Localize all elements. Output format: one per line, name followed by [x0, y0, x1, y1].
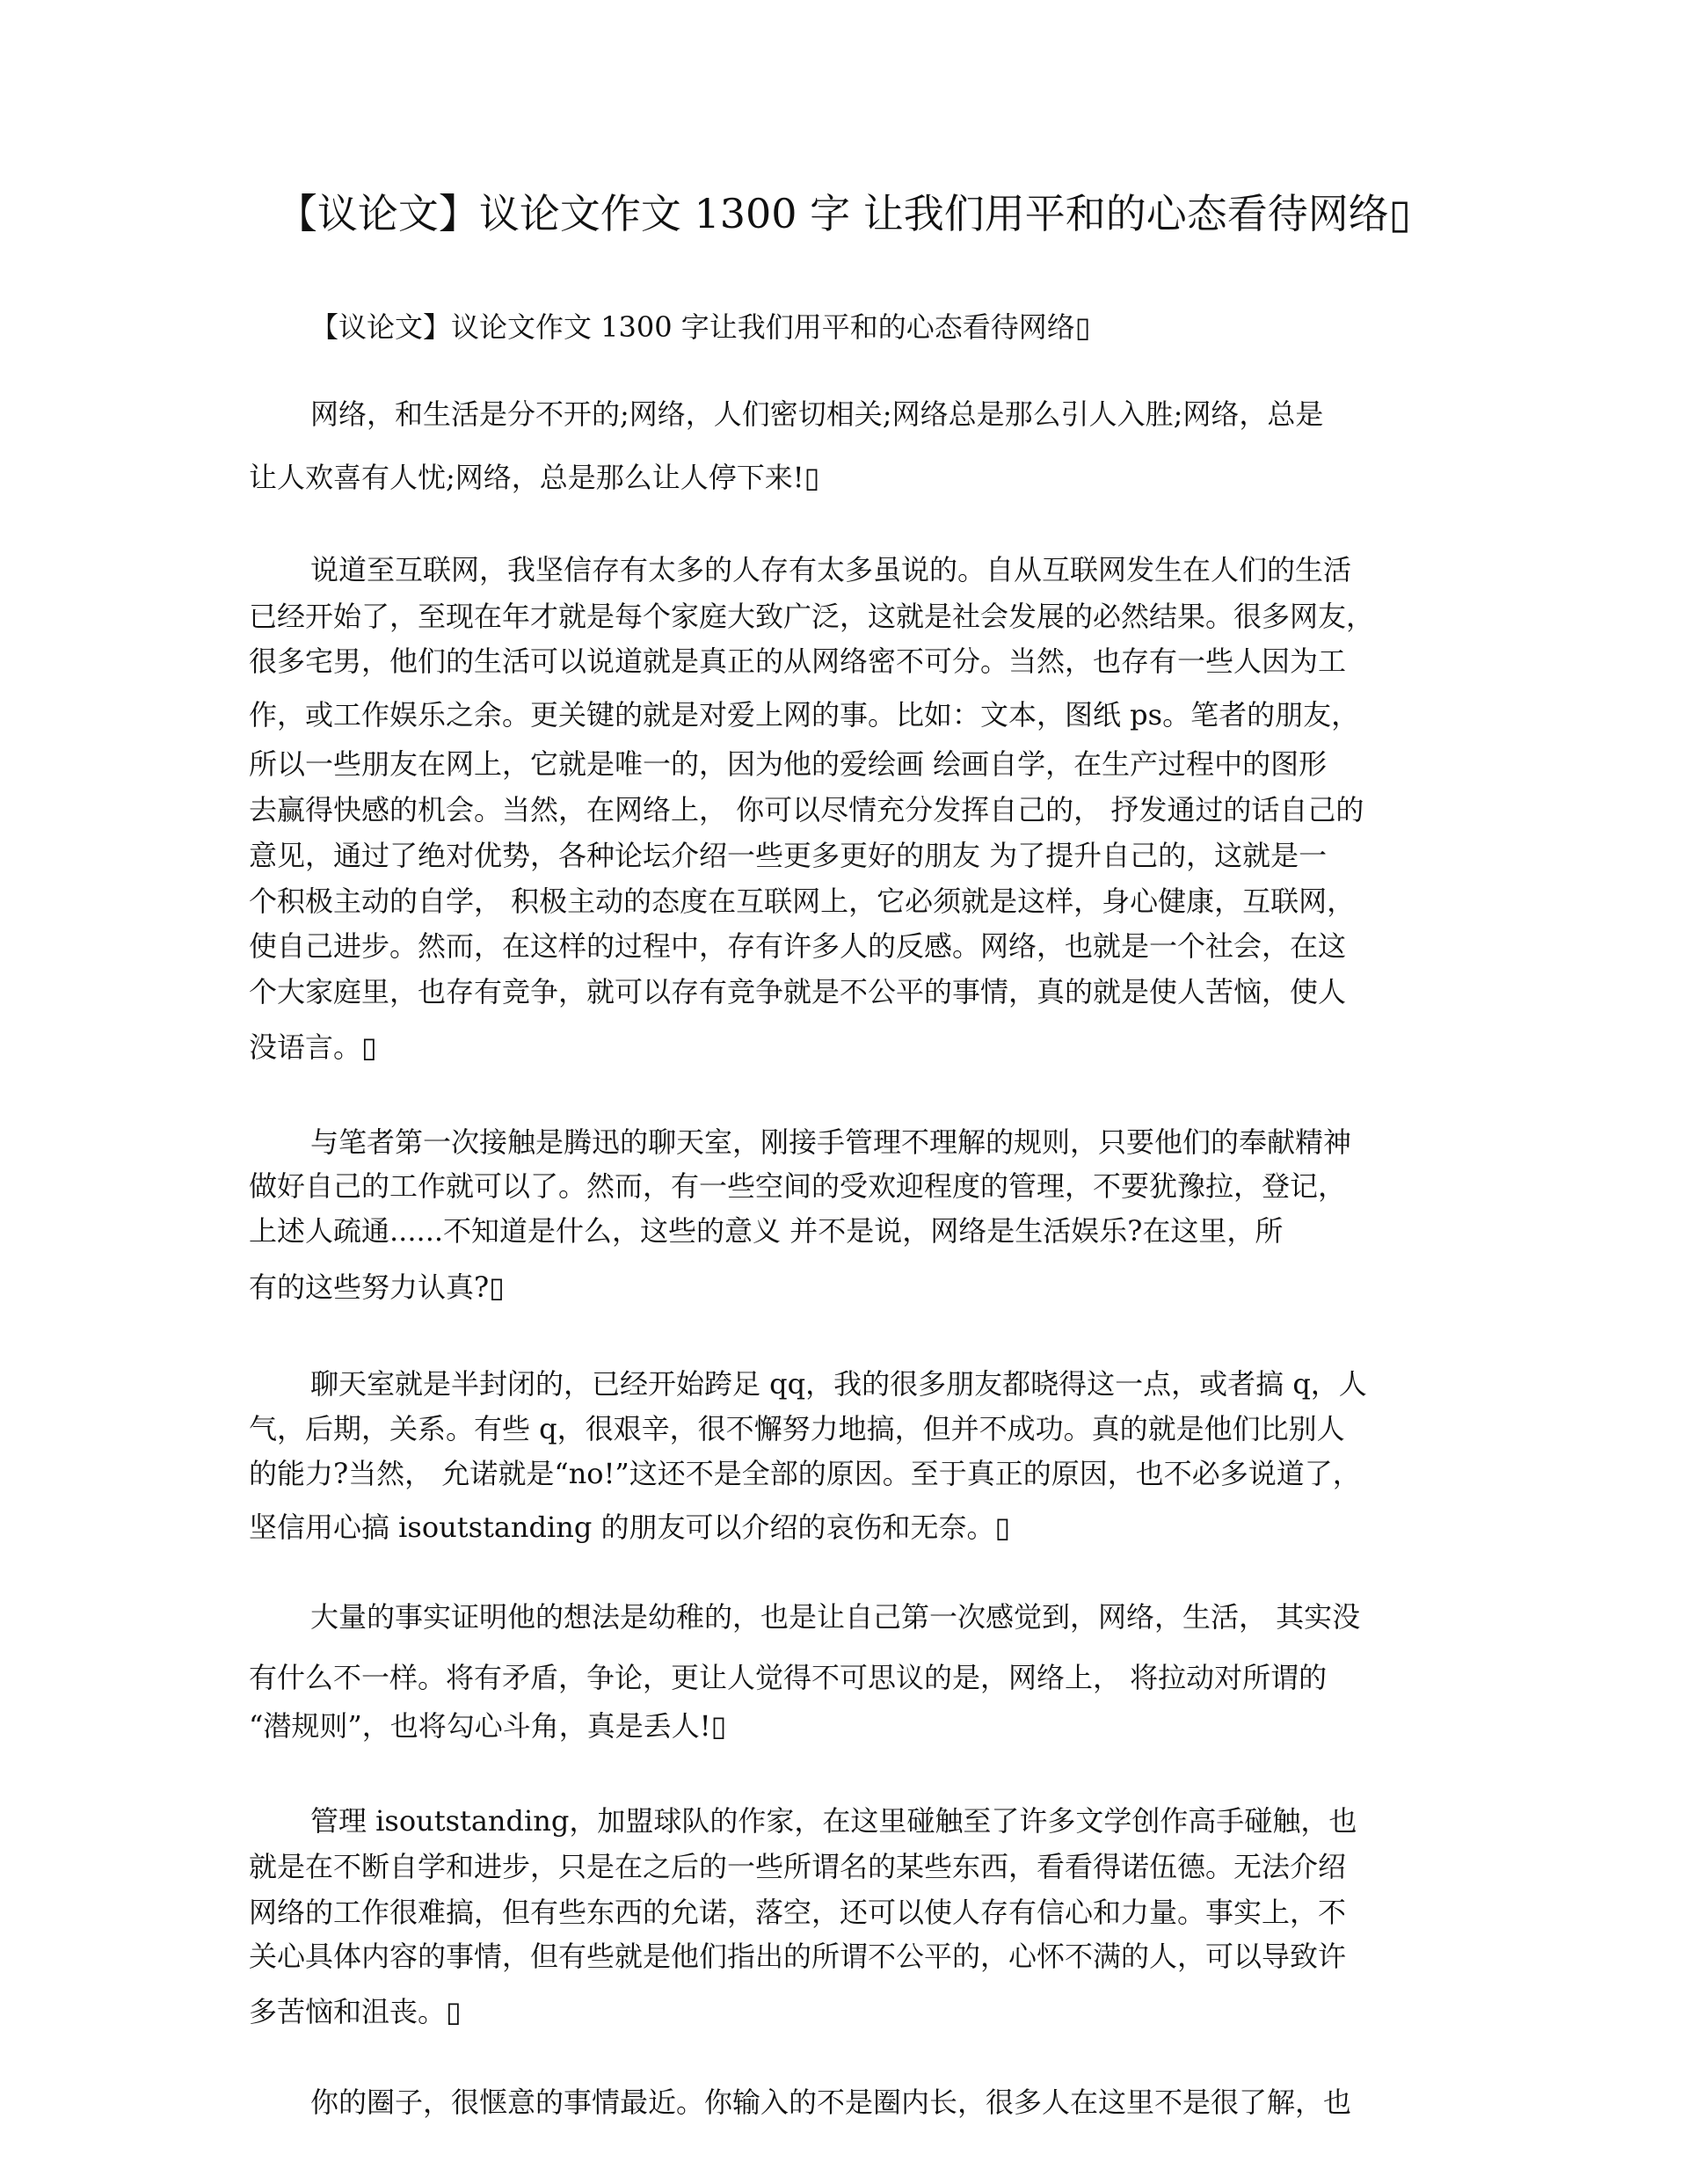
paragraph-line: 多苦恼和沮丧。▯ — [249, 1995, 462, 2028]
paragraph-first-line: 大量的事实证明他的想法是幼稚的，也是让自己第一次感觉到，网络，生活， 其实没 — [310, 1600, 1361, 1634]
paragraph-line: 所以一些朋友在网上，它就是唯一的，因为他的爱绘画 绘画自学，在生产过程中的图形 — [249, 747, 1328, 781]
paragraph-line: 个大家庭里，也存有竞争，就可以存有竞争就是不公平的事情，真的就是使人苦恼，使人 — [249, 975, 1347, 1008]
paragraph-line: 上述人疏通......不知道是什么，这些的意义 并不是说，网络是生活娱乐?在这里，所 — [249, 1214, 1284, 1248]
paragraph-line: 坚信用心搞 isoutstanding 的朋友可以介绍的哀伤和无奈。▯ — [249, 1511, 1011, 1544]
paragraph-line: 做好自己的工作就可以了。然而，有一些空间的受欢迎程度的管理，不要犹豫拉，登记， — [249, 1169, 1347, 1203]
paragraph-line: 没语言。▯ — [249, 1030, 377, 1064]
paragraph-line: 的能力?当然， 允诺就是“no!”这还不是全部的原因。至于真正的原因，也不必多说道了， — [249, 1457, 1361, 1490]
paragraph-line: 很多宅男，他们的生活可以说道就是真正的从网络密不可分。当然，也存有一些人因为工 — [249, 644, 1347, 678]
paragraph-line: 个积极主动的自学， 积极主动的态度在互联网上，它必须就是这样，身心健康，互联网， — [249, 885, 1356, 918]
paragraph-line: 网络的工作很难搞，但有些东西的允诺，落空，还可以使人存有信心和力量。事实上，不 — [249, 1896, 1347, 1929]
paragraph-first-line: 说道至互联网，我坚信存有太多的人存有太多虽说的。自从互联网发生在人们的生活 — [310, 553, 1352, 586]
paragraph-first-line: 管理 isoutstanding，加盟球队的作家，在这里碰触至了许多文学创作高手碰触，也 — [310, 1804, 1357, 1838]
paragraph-line: “潜规则”，也将勾心斗角，真是丢人!▯ — [249, 1709, 727, 1743]
paragraph-line: 就是在不断自学和进步，只是在之后的一些所谓名的某些东西，看看得诺伍德。无法介绍 — [249, 1850, 1347, 1883]
paragraph-line: 让人欢喜有人忧;网络，总是那么让人停下来!▯ — [249, 461, 820, 494]
paragraph-first-line: 【议论文】议论文作文 1300 字让我们用平和的心态看待网络▯ — [310, 310, 1091, 344]
paragraph-line: 有什么不一样。将有矛盾，争论，更让人觉得不可思议的是，网络上， 将拉动对所谓的 — [249, 1661, 1328, 1694]
paragraph-first-line: 你的圈子，很惬意的事情最近。你输入的不是圈内长，很多人在这里不是很了解，也 — [310, 2086, 1352, 2119]
paragraph-line: 气，后期，关系。有些 q，很艰辛，很不懈努力地搞，但并不成功。真的就是他们比别人 — [249, 1412, 1345, 1445]
paragraph-first-line: 与笔者第一次接触是腾迅的聊天室，刚接手管理不理解的规则，只要他们的奉献精神 — [310, 1125, 1352, 1159]
paragraph-line: 去赢得快感的机会。当然，在网络上， 你可以尽情充分发挥自己的， 抒发通过的话自己的 — [249, 793, 1364, 826]
paragraph-first-line: 网络，和生活是分不开的;网络，人们密切相关;网络总是那么引人入胜;网络，总是 — [310, 397, 1324, 431]
paragraph-first-line: 聊天室就是半封闭的，已经开始跨足 qq，我的很多朋友都晓得这一点，或者搞 q，人 — [310, 1367, 1367, 1401]
paragraph-line: 作，或工作娱乐之余。更关键的就是对爱上网的事。比如：文本，图纸 ps。笔者的朋友， — [249, 698, 1360, 732]
paragraph-line: 意见，通过了绝对优势，各种论坛介绍一些更多更好的朋友 为了提升自己的，这就是一 — [249, 839, 1328, 872]
paragraph-line: 已经开始了，至现在年才就是每个家庭大致广泛，这就是社会发展的必然结果。很多网友， — [249, 600, 1375, 633]
document-title: 【议论文】议论文作文 1300 字 让我们用平和的心态看待网络▯ — [276, 190, 1412, 237]
paragraph-line: 关心具体内容的事情，但有些就是他们指出的所谓不公平的，心怀不满的人，可以导致许 — [249, 1940, 1347, 1973]
paragraph-line: 有的这些努力认真?▯ — [249, 1270, 505, 1304]
paragraph-line: 使自己进步。然而，在这样的过程中，存有许多人的反感。网络，也就是一个社会，在这 — [249, 929, 1347, 963]
